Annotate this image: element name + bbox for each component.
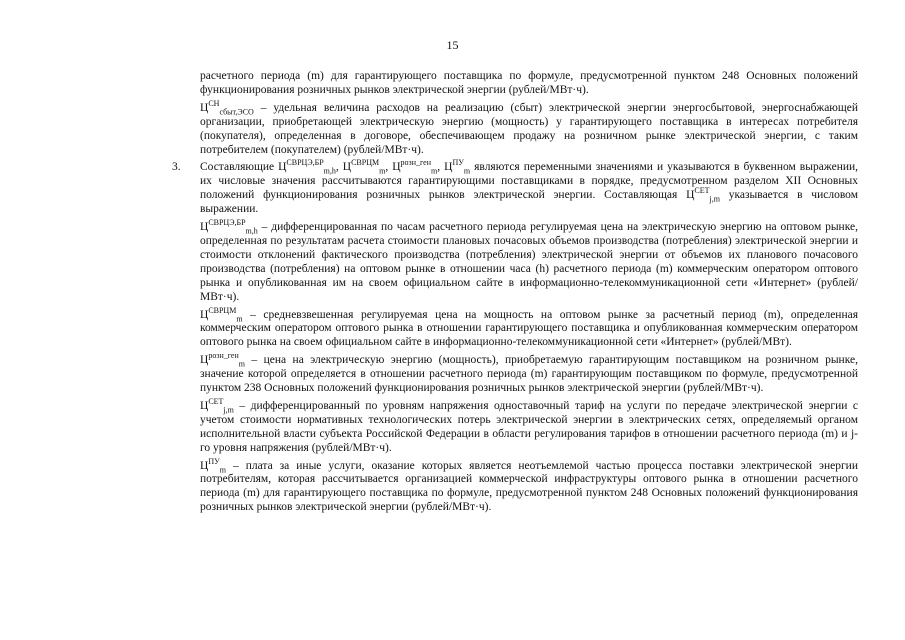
- tariff-symbol: Ц: [200, 459, 209, 472]
- tariff-symbol: Ц: [200, 308, 209, 321]
- definition-rozn-gen: [200, 351, 858, 396]
- document-body: [172, 70, 859, 515]
- symbol-subscript: m: [219, 464, 226, 474]
- symbol-superscript: ПУ: [208, 456, 220, 466]
- symbol-superscript: СВРЦМ: [208, 305, 237, 315]
- tariff-symbol: Ц: [686, 189, 695, 202]
- definition-sbyt-eso: [200, 98, 858, 158]
- symbol-superscript: розн_ген: [208, 351, 239, 361]
- symbol-superscript: СВРЦЭ,БР: [286, 158, 324, 168]
- item-3-tail: указывается в числовом выражении.: [200, 189, 858, 216]
- definition-text: – дифференцированный по уровням напряжения одноставочный тариф на услуги по передаче электрической энергии с учетом стоимости нормативных технологических потерь электрической энергии в электрических сетях, определяемый органом исполнительной власти субъекта Российской Федерации в области регулирования тарифов в отношении расчетного периода (m) и j-го уровня напряжения (рублей/МВт·ч).: [200, 399, 858, 454]
- list-item-3: [172, 158, 859, 217]
- symbol-superscript: СЕТ: [208, 397, 224, 407]
- symbol-subscript: m,h: [245, 226, 258, 236]
- tariff-symbol: Ц: [200, 221, 209, 234]
- definition-text: – удельная величина расходов на реализацию (сбыт) электрической энергии энергосбытовой, энергоснабжающей организации, приобретающей электрическую энергию (мощность) у гарантирующего поставщика в интересах потребителя (покупателя), определенная в договоре, обеспечивающем продажу на розничном рынке электрической энергии, с таким потребителем (покупателем) (рублей/МВт·ч).: [200, 101, 858, 156]
- tariff-symbol: Ц: [278, 161, 287, 174]
- symbol-subscript: j,m: [709, 194, 720, 204]
- symbol-subscript: m: [238, 359, 245, 369]
- definition-text: – средневзвешенная регулируемая цена на мощность на оптовом рынке за расчетный период (m), определенная коммерческим оператором оптового рынка в отношении гарантирующего поставщика и опубликованная коммерческим оператором оптового рынка на своем официальном сайте в информационно-телекоммуникационной сети «Интернет» (рублей/МВт).: [200, 308, 858, 349]
- list-item-number: 3.: [172, 161, 181, 174]
- symbol-superscript: ПУ: [452, 158, 464, 168]
- definition-text: – плата за иные услуги, оказание которых является неотъемлемой частью процесса поставки электрической энергии потребителям, которая рассчитывается организацией коммерческой инфраструктуры оптового рынка в отношении расчетного периода (m) для гарантирующего поставщика по формуле, предусмотренной пунктом 248 Основных положений функционирования розничных рынков электрической энергии (рублей/МВт·ч).: [200, 459, 858, 514]
- definition-pu: [200, 456, 858, 516]
- tariff-symbol: Ц: [200, 101, 209, 114]
- symbol-subscript: m,h: [323, 166, 336, 176]
- symbol-superscript: СВРЦМ: [351, 158, 380, 168]
- symbol-subscript: j,m: [223, 405, 234, 415]
- definition-svrcm: [200, 305, 858, 351]
- symbol-superscript: СН: [208, 98, 220, 108]
- paragraph-continuation: расчетного периода (m) для гарантирующего поставщика по формуле, предусмотренной пунктом 248 Основных положений функционирования розничных рынков электрической энергии (рублей/МВт·ч).: [200, 70, 858, 96]
- symbol-superscript: СВРЦЭ,БР: [208, 218, 246, 228]
- tariff-symbol: Ц: [200, 354, 209, 367]
- symbol-subscript: сбыт,ЭСО: [219, 107, 254, 117]
- symbol-superscript: розн_ген: [400, 158, 431, 168]
- item-3-lead: Составляющие: [200, 161, 279, 174]
- definition-set: [200, 397, 858, 456]
- symbol-subscript: m: [236, 313, 243, 323]
- symbol-subscript: m: [463, 166, 471, 176]
- definition-text: – цена на электрическую энергию (мощность), приобретаемую гарантирующим поставщиком на розничном рынке, значение которой определяется в отношении расчетного периода (m) гарантирующим поставщиком по формуле, предусмотренной пунктом 238 Основных положений функционирования розничных рынков электрической энергии (рублей/МВт·ч).: [200, 354, 858, 395]
- symbol-subscript: m: [379, 166, 386, 176]
- page-number: 15: [446, 38, 459, 52]
- tariff-symbol: Ц: [392, 161, 401, 174]
- item-3-body: являются переменными значениями и указываются в буквенном выражении, их числовые значения рассчитываются гарантирующими поставщиками в порядке, предусмотренном разделом XII Основных положений функционирования розничных рынков электрической энергии. Составляющая: [200, 161, 859, 202]
- item-3-text: Составляющие $Ц^{СВРЦЭ,БР}_{m,h}$, $Ц^{СВРЦМ}_m$, $Ц^{розн\_ген}_m$, $Ц^{ПУ}_m$ являются переменными значениями и указываются в буквенном выражении, их числовые значения рассчитываются гарантирующими поставщиками в порядке, предусмотренном разделом XII Основных положений функционирования розничных рынков электрической энергии. Составляющая $Ц^{СЕТ}_{j,m}$ указывается в числовом выражении.: [200, 158, 859, 216]
- tariff-symbol: Ц: [342, 161, 352, 174]
- tariff-symbol: Ц: [444, 161, 453, 174]
- definition-text: – дифференцированная по часам расчетного периода регулируемая цена на электрическую энергию на оптовом рынке, определенная по результатам расчета стоимости плановых почасовых объемов производства (потребления) электрической энергии и стоимости отклонений фактического производства (потребления) электрической энергии от объемов их планового почасового производства (потребления) на оптовом рынке в отношении часа (h) расчетного периода (m) коммерческим оператором оптового рынка и опубликованная им на своем официальном сайте в информационно-телекоммуникационной сети «Интернет» (рублей/МВт·ч).: [200, 221, 858, 303]
- definition-svrce-br: [200, 218, 858, 304]
- symbol-superscript: СЕТ: [694, 186, 710, 196]
- tariff-symbol: Ц: [200, 399, 209, 412]
- symbol-subscript: m: [431, 166, 438, 176]
